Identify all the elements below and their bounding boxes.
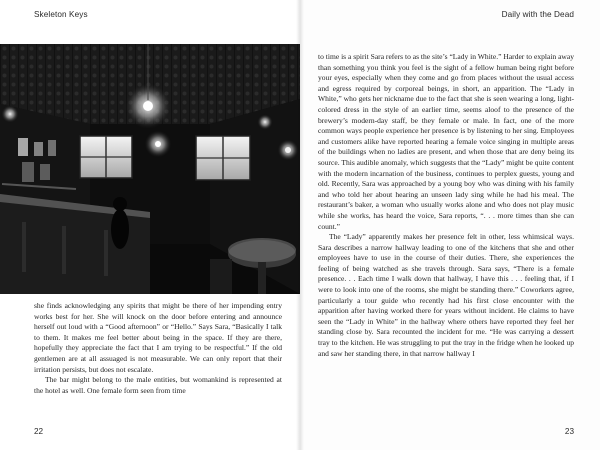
paragraph: The bar might belong to the male entities, but womankind is represented at the hotel as well. One female form seen from time <box>34 375 282 395</box>
running-head: Daily with the Dead <box>501 10 574 19</box>
page-number: 22 <box>34 427 44 436</box>
right-page <box>300 0 600 450</box>
bar-interior-photo <box>0 44 300 294</box>
book-gutter <box>296 0 304 450</box>
paragraph: she finds acknowledging any spirits that might be there of her impending entry works best for her. She will knock on the door before entering and announce herself out loud with a “Good afternoon” or “Hello.” Says Sara, “Basically I talk to them. It makes me feel better about being in the space. If they are there, hopefully they appreciate the fact that I am trying to be respectful.” If the old gentlemen are at all assuaged is not measurable. We can only report that their irritation persists, but does not escalate. <box>34 301 282 374</box>
page-number: 23 <box>564 427 574 436</box>
paragraph: The “Lady” apparently makes her presence felt in other, less whimsical ways. Sara describes a narrow hallway leading to one of the kitchens that she and other employees have to use in the course of their duties. There, she experiences the feeling of being watched as she travels through. Sara says, “There is a female presence. . . Each time I walk down that hallway, I have this . . . feeling that, if I were to look into one of the rooms, she might be standing there.” Coworkers agree, particularly a tour guide who recently had his first close encounter with the apparition after having worked there for years without incident. He claims to have seen the “Lady in White” in the hallway where others have reported they feel her standing close by. Sara recounted the incident for me. “He was carrying a dessert tray to the kitchen. He was struggling to put the tray in the fridge when he looked up and saw her standing there, in that narrow hallway I <box>318 232 574 358</box>
body-text <box>318 52 574 359</box>
body-text <box>34 301 282 396</box>
paragraph: to time is a spirit Sara refers to as the site’s “Lady in White.” Harder to explain away than something you think you feel is the sight of a fellow human being right before your eyes, especially when they come and go from places without the usual access and egress required by corporeal beings, in short, an apparition. The “Lady in White,” who gets her nickname due to the fact that she is seen wearing a long, light-colored dress in the style of an earlier time, seems aloof to the presence of the brewery’s modern-day staff, be they female or male. In fact, one of the more common ways people experience her presence is by listening to her sing. Employees and customers alike have reported hearing a female voice singing in multiple areas of the buildings when no ladies are present, and when those that are deny being its source. This audible anomaly, which suggests that the “Lady” might be quite content with the modern incarnation of the business, continues to perplex guests, young and old. Recently, Sara was approached by a young boy who was dining with his family and who told her about hearing an unseen lady sing while he had his meal. The restaurant’s baker, a woman who usually works alone and who does not play music while she works, has heard the voice, Sara reports, “. . . more times than she can count.” <box>318 52 574 231</box>
running-head: Skeleton Keys <box>34 10 88 19</box>
